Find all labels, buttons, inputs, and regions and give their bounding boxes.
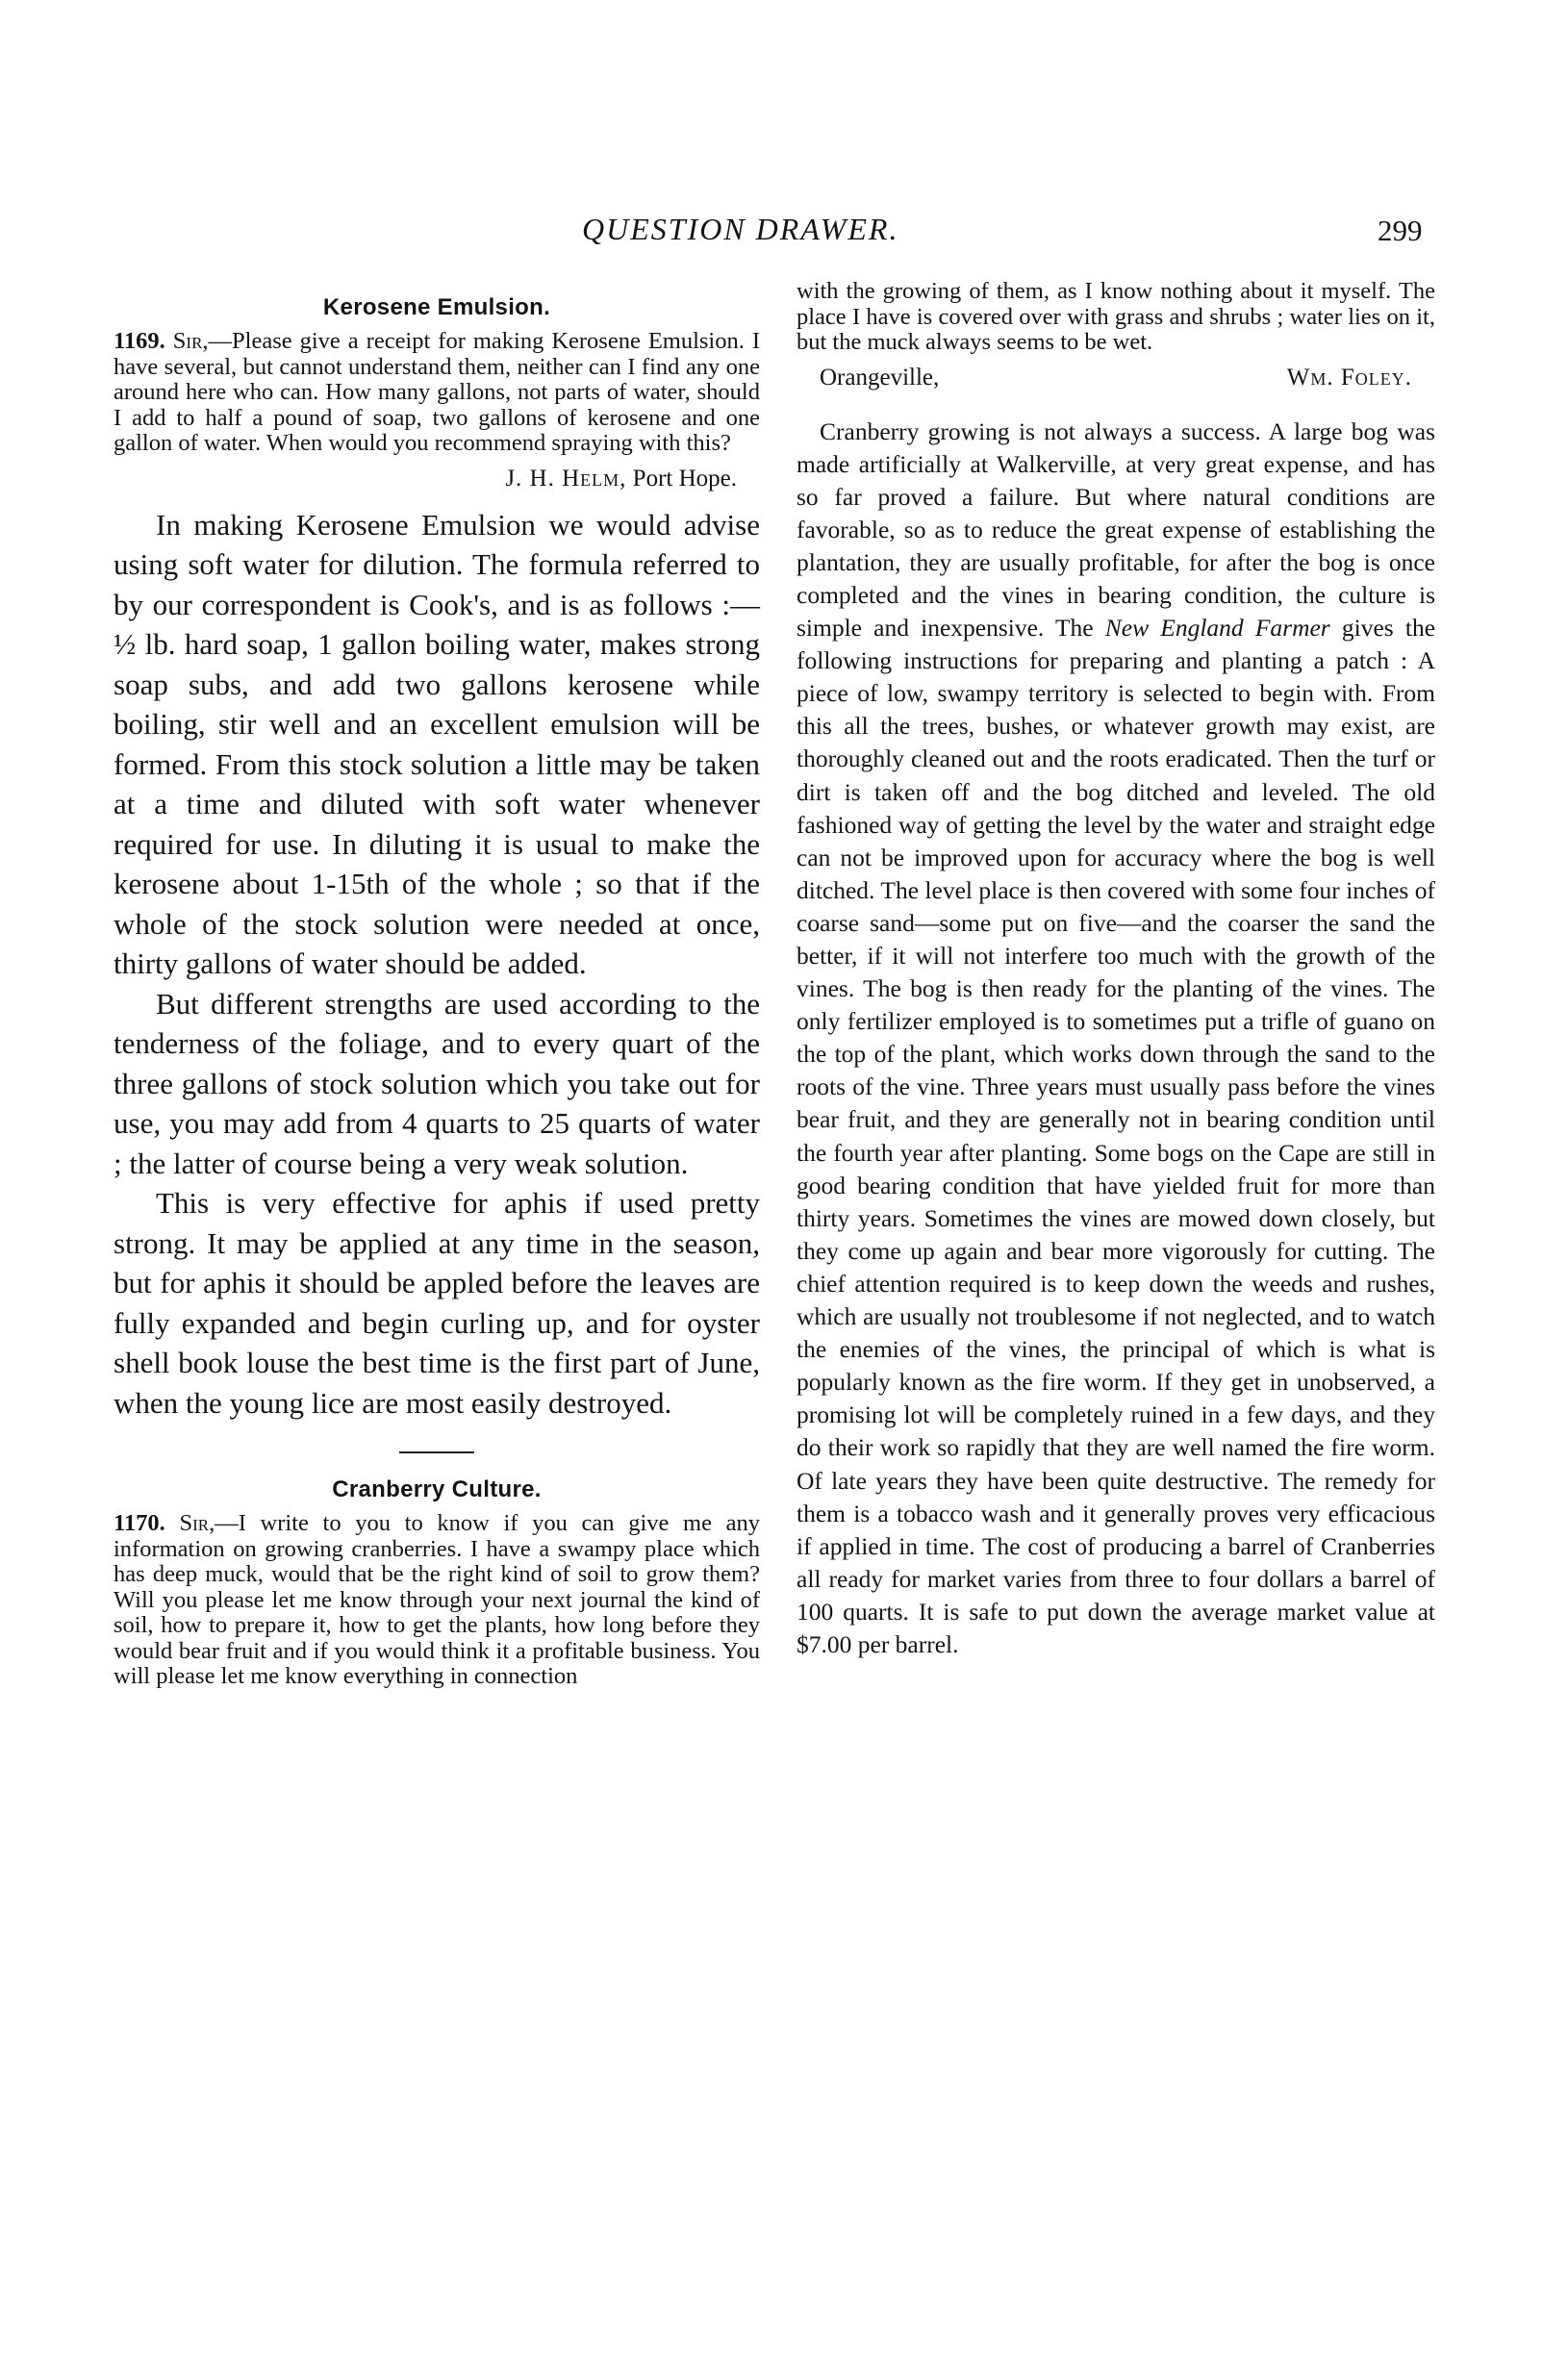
- signature-name: Wm. Foley.: [1286, 364, 1412, 391]
- cranberry-question: [114, 1511, 760, 1690]
- kerosene-answer-paragraph: But different strengths are used according to the tenderness of the foliage, and to every quart of the three gallons of stock solution which you take out for use, you may add from 4 quarts to 25 quarts of water ; the latter of course being a very weak solution.: [114, 986, 760, 1180]
- cranberry-heading: Cranberry Culture.: [332, 1476, 542, 1502]
- kerosene-question: [114, 329, 760, 457]
- signature-place: Orangeville,: [820, 364, 940, 391]
- page-header: [0, 212, 1568, 260]
- question-body: —I write to you to know if you can give me any information on growing cranberries. I have a swampy place which has deep muck, would that be the right kind of soil to grow them? Will you please let me know through your next journal the kind of soil, how to prepare it, how to get the plants, how long before they would bear fruit and if you would think it a profitable business. You will please let me know everything in connection: [114, 1510, 761, 1689]
- answer-text: Cranberry growing is not always a success. A large bog was made artificially at Walkerville, at very great expense, and has so far proved a failure. But where natural conditions are favorable, so as to reduce the great expense of establishing the plantation, they are usually profitable, for after the bog is once completed and the vines in bearing condition, the culture is simple and inexpensive. The: [797, 416, 1435, 643]
- salutation: Sir,: [172, 328, 209, 354]
- cranberry-answer: [797, 416, 1435, 1662]
- kerosene-answer-paragraph: In making Kerosene Emulsion we would advise using soft water for dilution. The formula referred to by our correspondent is Cook's, and is as follows :—½ lb. hard soap, 1 gallon boiling water, makes strong soap subs, and add two gallons kerosene while boiling, stir well and an excellent emulsion will be formed. From this stock solution a little may be taken at a time and diluted with soft water whenever required for use. In diluting it is usual to make the kerosene about 1-15th of the whole ; so that if the whole of the stock solution were needed at once, thirty gallons of water should be added.: [114, 507, 760, 980]
- question-number: 1170.: [114, 1510, 165, 1536]
- publication-title: New England Farmer: [1104, 614, 1330, 643]
- kerosene-answer-paragraph: This is very effective for aphis if used pretty strong. It may be applied at any time in the season, but for aphis it should be appled before the leaves are fully expanded and begin curling up, and for oyster shell book louse the best time is the first part of June, when the young lice are most easily destroyed.: [114, 1186, 760, 1420]
- answer-text: gives the following instructions for preparing and planting a patch : A piece of low, swampy territory is selected to begin with. From this all the trees, bushes, or whatever growth may exist, are thoroughly cleaned out and the roots eradicated. Then the turf or dirt is taken off and the bog ditched and leveled. The old fashioned way of getting the level by the water and straight edge can not be improved upon for accuracy where the bog is well ditched. The level place is then covered with some four inches of coarse sand—some put on five—and the coarser the sand the better, if it will not interfere too much with the growth of the vines. The bog is then ready for the planting of the vines. The only fertilizer employed is to sometimes put a trifle of guano on the top of the plant, which works down through the sand to the roots of the vine. Three years must usually pass before the vines bear fruit, and they are generally not in bearing condition until the fourth year after planting. Some bogs on the Cape are still in good bearing condition that have yielded fruit for more than thirty years. Sometimes the vines are mowed down closely, but they come up again and bear more vigorously for cutting. The chief attention required is to keep down the weeds and rushes, which are usually not troublesome if not neglected, and to watch the enemies of the vines, the principal of which is what is popularly known as the fire worm. If they get in unobserved, a promising lot will be completely ruined in a few days, and they do their work so rapidly that they are well named the fire worm. Of late years they have been quite destructive. The remedy for them is a tobacco wash and it generally proves very efficacious if applied in time. The cost of producing a barrel of Cranberries all ready for market varies from three to four dollars a barrel of 100 quarts. It is safe to put down the average market value at $7.00 per barrel.: [797, 614, 1436, 1658]
- right-column: [797, 279, 1435, 1661]
- left-column: [114, 279, 760, 1690]
- cranberry-signature: [797, 362, 1435, 394]
- question-number: 1169.: [114, 328, 165, 354]
- question-body: —Please give a receipt for making Kerosene Emulsion. I have several, but cannot understand them, neither can I find any one around here who can. How many gallons, not parts of water, should I add to half a pound of soap, two gallons of kerosene and one gallon of water. When would you recommend spraying with this?: [114, 328, 761, 456]
- running-head: QUESTION DRAWER.: [582, 212, 899, 246]
- cranberry-question-continued: with the growing of them, as I know nothing about it myself. The place I have is covered over with grass and shrubs ; water lies on it, but the muck always seems to be wet.: [797, 278, 1435, 355]
- kerosene-heading: Kerosene Emulsion.: [322, 294, 551, 320]
- page-number: 299: [1378, 214, 1423, 247]
- kerosene-signature: [114, 463, 760, 495]
- section-divider: [399, 1451, 474, 1453]
- signature-place: Port Hope.: [632, 465, 737, 492]
- signature-name: J. H. Helm,: [505, 465, 627, 492]
- salutation: Sir,: [179, 1510, 215, 1536]
